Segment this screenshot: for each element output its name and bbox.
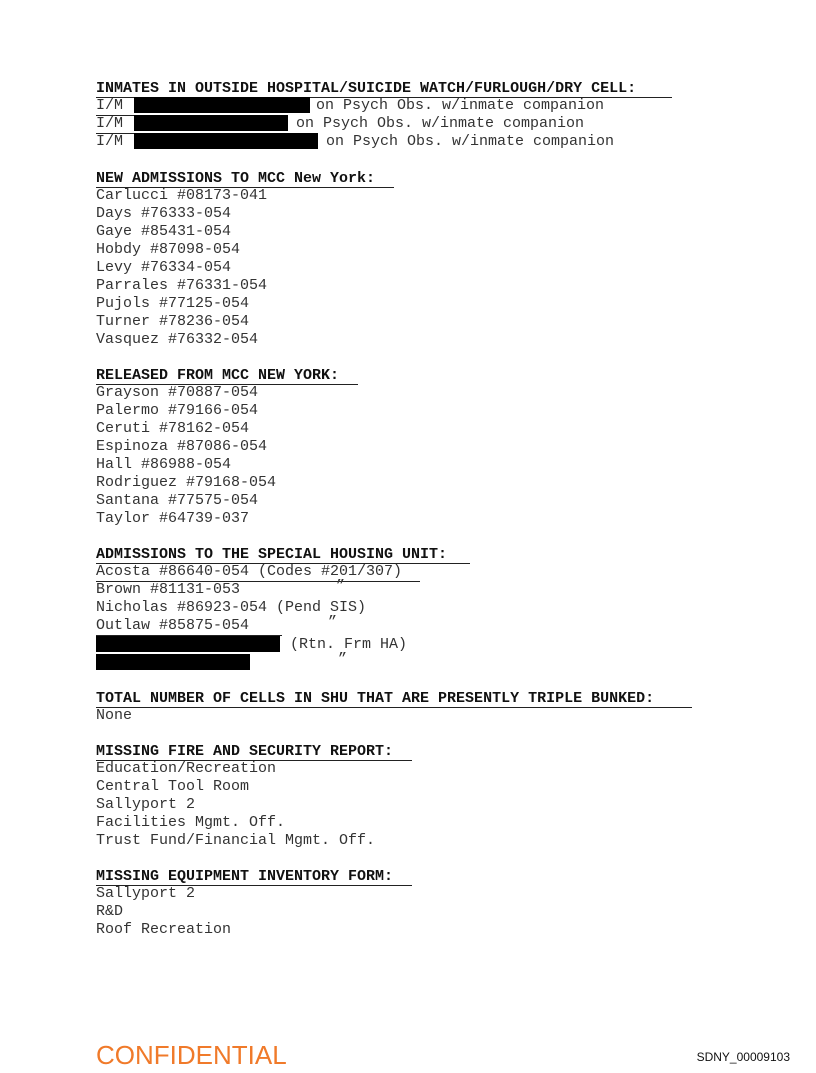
ditto-mark: ” [338,651,348,668]
list-item: Roof Recreation [96,921,232,938]
section-heading: INMATES IN OUTSIDE HOSPITAL/SUICIDE WATCH/FURLOUGH/DRY CELL: [96,80,637,97]
list-item: Pujols #77125-054 [96,295,250,312]
section-outside-hospital [96,80,636,98]
list-item: Levy #76334-054 [96,259,232,276]
redaction-box [96,636,280,652]
bates-number: SDNY_00009103 [696,1050,790,1064]
section-heading: RELEASED FROM MCC NEW YORK: [96,367,340,384]
list-item: Facilities Mgmt. Off. [96,814,286,831]
ditto-mark: ” [336,578,346,595]
redaction-box [134,97,310,113]
section-heading: ADMISSIONS TO THE SPECIAL HOUSING UNIT: [96,546,448,563]
section-heading: MISSING EQUIPMENT INVENTORY FORM: [96,868,394,885]
ditto-mark: ” [328,614,338,631]
list-item: Sallyport 2 [96,796,196,813]
list-item: Outlaw #85875-054 [96,617,250,634]
redaction-box [134,115,288,131]
row-prefix: I/M [96,115,124,132]
section-heading: MISSING FIRE AND SECURITY REPORT: [96,743,394,760]
list-item: Parrales #76331-054 [96,277,268,294]
confidential-stamp: CONFIDENTIAL [96,1040,287,1070]
list-item: Turner #78236-054 [96,313,250,330]
section-heading: NEW ADMISSIONS TO MCC New York: [96,170,376,187]
list-item: Days #76333-054 [96,205,232,222]
list-item: Nicholas #86923-054 (Pend SIS) [96,599,367,616]
list-item: Acosta #86640-054 (Codes #201/307) [96,563,403,580]
list-item: Education/Recreation [96,760,277,777]
heading-underline [96,707,692,708]
redaction-box [96,654,250,670]
list-item: Carlucci #08173-041 [96,187,268,204]
section-heading: TOTAL NUMBER OF CELLS IN SHU THAT ARE PRESENTLY TRIPLE BUNKED: [96,690,655,707]
list-item: R&D [96,903,124,920]
list-item-note: (Rtn. Frm HA) [290,636,408,653]
row-suffix: on Psych Obs. w/inmate companion [316,97,605,114]
list-item: Central Tool Room [96,778,250,795]
value-text: None [96,707,133,724]
list-item: Rodriguez #79168-054 [96,474,277,491]
list-item: Santana #77575-054 [96,492,259,509]
list-item: Sallyport 2 [96,885,196,902]
list-item: Hobdy #87098-054 [96,241,241,258]
row-suffix: on Psych Obs. w/inmate companion [296,115,585,132]
list-item: Gaye #85431-054 [96,223,232,240]
list-item: Espinoza #87086-054 [96,438,268,455]
redaction-box [134,133,318,149]
list-item: Taylor #64739-037 [96,510,250,527]
list-item: Hall #86988-054 [96,456,232,473]
row-prefix: I/M [96,97,124,114]
list-item: Grayson #70887-054 [96,384,259,401]
list-item: Ceruti #78162-054 [96,420,250,437]
list-item: Vasquez #76332-054 [96,331,259,348]
row-prefix: I/M [96,133,124,150]
list-item: Trust Fund/Financial Mgmt. Off. [96,832,376,849]
row-suffix: on Psych Obs. w/inmate companion [326,133,615,150]
list-item: Palermo #79166-054 [96,402,259,419]
list-item: Brown #81131-053 [96,581,241,598]
